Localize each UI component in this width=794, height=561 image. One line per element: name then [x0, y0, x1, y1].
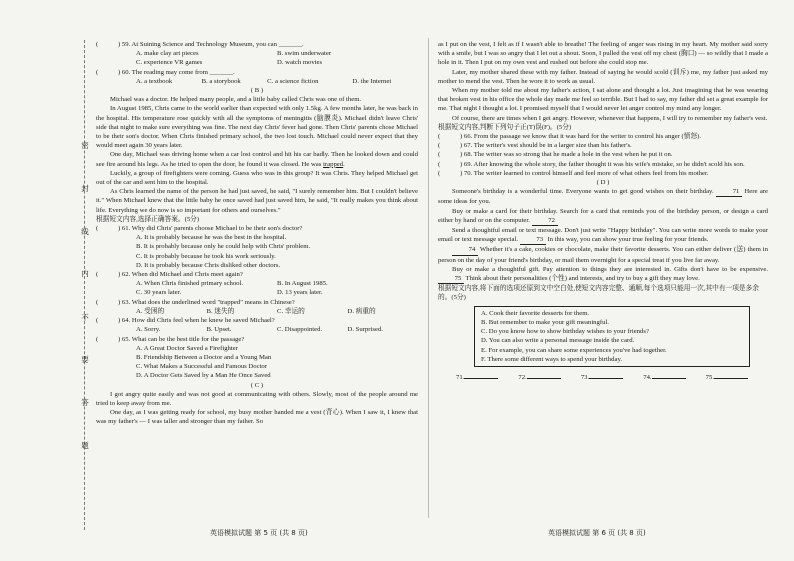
passage-c-paragraph: When my mother told me about my father's action, I sat alone and thought a lot. Just imagining that he was wearing that broken vest in his office the whole day made me feel so terrible. But I had to say, my father did set a great example for me. That night I thought a lot. I promised myself that I would never let anger control my mind any longer. — [438, 87, 768, 113]
question-60: ( ) 60. The reading may come from _______. — [96, 68, 235, 76]
option: A. It is probably because he was the best in the hospital. — [136, 234, 287, 242]
options-64: A. Sorry. B. Upset. C. Disappointed. D. Surprised. — [136, 326, 383, 334]
section-d-heading: ( D ) — [596, 179, 610, 187]
option: A. Cook their favorite desserts for them. — [481, 309, 590, 317]
passage-c-paragraph: Of course, there are times when I get angry. However, whenever that happens, I will try to remember my father's vest. — [452, 114, 768, 122]
option: F. There some different ways to spend your birthday. — [481, 355, 623, 363]
option: C. It is probably because he took his work seriously. — [136, 252, 276, 260]
answer-blank[interactable]: 75. — [706, 373, 768, 382]
seal-char: 要 — [81, 355, 89, 364]
page-6 — [438, 40, 768, 382]
option: D. A Doctor Gets Saved by a Man He Once Saved — [136, 372, 271, 380]
question-62: ( ) 62. When did Michael and Chris meet again? — [96, 271, 243, 279]
seal-char: 封 — [81, 184, 89, 193]
question-68: ( ) 68. The writer was so strong that he made a hole in the vest when he put it on. — [438, 151, 673, 159]
passage-d-paragraph: 74 Whether it's a cake, cookies or chocolate, make their favorite desserts. You can either deliver (送) them in person on the day of your friend's birthday, or mail them overnight for a special treat if you live far away. — [438, 246, 768, 264]
seal-char: 题 — [81, 441, 89, 450]
blank-73: 73 — [520, 235, 546, 245]
option: C. What Makes a Successful and Famous Doctor — [136, 363, 268, 371]
answer-blank[interactable]: 73. — [581, 373, 643, 382]
option: B. It is probably because only he could help with Chris' problem. — [136, 243, 311, 251]
option: E. For example, you can share some experiences you've had together. — [481, 346, 667, 354]
blank-71: 71 — [716, 187, 742, 197]
page-5 — [96, 40, 418, 427]
blank-74: 74 — [452, 245, 478, 255]
instruction-d: 根据短文内容,将下面的选项还原到文中空白处,使短文内容完整、通顺,每个选项只能用一次,其中有一项是多余的。(5分) — [438, 285, 759, 302]
passage-d-paragraph: Buy or make a thoughtful gift. Pay attention to things they are interested in. Gifts don't have to be expensive. 75 Think about their personalities (个性) and interests, and try to buy a gift they may love. — [438, 265, 768, 284]
page-6-footer: 英语模拟试题 第 6 页 (共 8 页) — [548, 529, 646, 537]
question-65: ( ) 65. What can be the best title for the passage? — [96, 335, 245, 343]
passage-c-paragraph: Later, my mother shared these with my father. Instead of saying he would scold (训斥) me, my father just asked my mother to mend the vest. Then he wore it to work as usual. — [438, 68, 768, 85]
answer-blank[interactable]: 74. — [643, 373, 705, 382]
page-5-footer: 英语模拟试题 第 5 页 (共 8 页) — [210, 529, 308, 537]
options-62-cd: C. 30 years later. D. 13 years later. — [136, 289, 323, 297]
seal-line — [84, 40, 85, 530]
seal-char: 线 — [81, 227, 89, 236]
seal-char: 密 — [81, 141, 89, 150]
passage-d-paragraph: Someone's birthday is a wonderful time. Everyone wants to get good wishes on their birthday. 71 Here are some ideas for you. — [438, 188, 768, 206]
question-66: ( ) 66. From the passage we know that it was hard for the writer to control his anger (愤怒). — [438, 133, 702, 141]
question-70: ( ) 70. The writer learned to control himself and feel more of what others feel from his mother. — [438, 169, 709, 177]
instruction-c: 根据短文内容,判断下列句子正(T)误(F)。(5分) — [438, 123, 572, 131]
section-c-heading: ( C ) — [250, 381, 264, 389]
answer-blank[interactable]: 72. — [518, 373, 580, 382]
seal-char: 内 — [81, 269, 89, 278]
passage-b-paragraph: Michael was a doctor. He helped many people, and a little baby called Chris was one of them. — [110, 96, 362, 104]
answer-blank[interactable]: 71. — [456, 373, 518, 382]
question-67: ( ) 67. The writer's vest should be in a larger size than his father's. — [438, 142, 632, 150]
instruction-b: 根据短文内容,选择正确答案。(5分) — [96, 215, 200, 223]
question-59: ( ) 59. At Suining Science and Technology Museum, you can _______. — [96, 41, 304, 48]
section-b-heading: ( B ) — [250, 87, 264, 95]
passage-b-paragraph: One day, Michael was driving home when a car lost control and hit his car badly. Then he looked down and could see fire around his legs. As he tried to open the door, he found it was closed. He was trapped. — [96, 151, 418, 168]
option: A. A Great Doctor Saved a Firefighter — [136, 344, 238, 352]
option: C. Do you know how to show birthday wishes to your friends? — [481, 328, 649, 336]
question-63: ( ) 63. What does the underlined word "trapped" means in Chinese? — [96, 298, 295, 306]
blank-75: 75 — [438, 274, 464, 284]
underlined-word: trapped — [323, 160, 344, 168]
passage-c-paragraph: as I put on the vest, I felt as if I wasn't able to breathe! The feeling of anger was rising in my heart. My mother said sorry with a smile, but I was so angry that I let out a shout. Soon, I pulled the vest off my chest (胸口) — so wildly that I made a hole in it. Then I put on my own vest and rushed out before she could stop me. — [438, 41, 768, 67]
options-59-cd: C. experience VR games D. watch movies — [136, 59, 323, 67]
question-69: ( ) 69. After knowing the whole story, the father thought it was his wife's mistake, so he didn't scold his son. — [438, 160, 745, 168]
option: D. You can also write a personal message inside the card. — [481, 337, 635, 345]
seal-char: 答 — [81, 398, 89, 407]
passage-d-paragraph: Buy or make a card for their birthday. Search for a card that reminds you of the birthday person, or design a card either by hand or on the computer. 72 — [438, 207, 768, 226]
question-64: ( ) 64. How did Chris feel when he knew he saved Michael? — [96, 317, 275, 325]
passage-c-paragraph: I got angry quite easily and was not good at communicating with others. Slowly, most of the people around me tried to keep away from me. — [96, 390, 418, 407]
options-box — [474, 306, 750, 367]
question-61: ( ) 61. Why did Chris' parents choose Michael to be their son's doctor? — [96, 225, 303, 233]
options-60: A. a textbook B. a storybook C. a science fiction D. the Internet — [136, 77, 392, 85]
page-divider — [428, 38, 429, 518]
answer-blanks — [438, 373, 768, 382]
passage-b-paragraph: As Chris learned the name of the person he had just saved, he said, "I surely remember him. But I couldn't believe it." When Michael knew that the little baby he once saved had just saved him, he said, "It really makes you think about life. Everything we do now is so important for others and ourselves." — [96, 188, 418, 214]
passage-c-paragraph: One day, as I was getting ready for school, my busy mother handed me a vest (背心). When I saw it, I knew that was my father's — I was taller and stronger than my father. So — [96, 409, 418, 426]
option: D. It is probably because Chris disliked other doctors. — [136, 261, 281, 269]
options-59-ab: A. make clay art pieces B. swim underwater — [136, 50, 332, 58]
passage-b-paragraph: Luckily, a group of firefighters were coming. Guess who was in this group? It was Chris. They helped Michael get out of the car and sent him to the hospital. — [96, 169, 418, 187]
passage-b-paragraph: In August 1985, Chris came to the world earlier than expected with only 1.5kg. A few months later, he was back in the hospital. His temperature rose quickly with all the symptoms of meningitis (脑膜炎). Michael didn't leave Chris' side that night to make sure everything was fine. The next day Chris' fever had gone. Then Chris' parents chose Michael to be their son's doctor. When Chris finished primary school, the two lost touch. Michael could never expect that they would meet again 30 years later. — [96, 105, 418, 150]
blank-72: 72 — [532, 216, 558, 226]
passage-d-paragraph: Send a thoughtful email or text message. Don't just write "Happy birthday". You can write more words to make your email or text message special. 73 In this way, you can show your true feeling for your friends. — [438, 226, 768, 245]
option: B. Friendship Between a Doctor and a Young Man — [136, 353, 272, 361]
option: B. But remember to make your gift meaningful. — [481, 318, 609, 326]
seal-char: 不 — [81, 313, 89, 322]
options-63: A. 受困的 B. 迷失的 C. 幸运的 D. 病重的 — [136, 307, 376, 315]
options-62-ab: A. When Chris finished primary school. B. In August 1985. — [136, 280, 328, 288]
